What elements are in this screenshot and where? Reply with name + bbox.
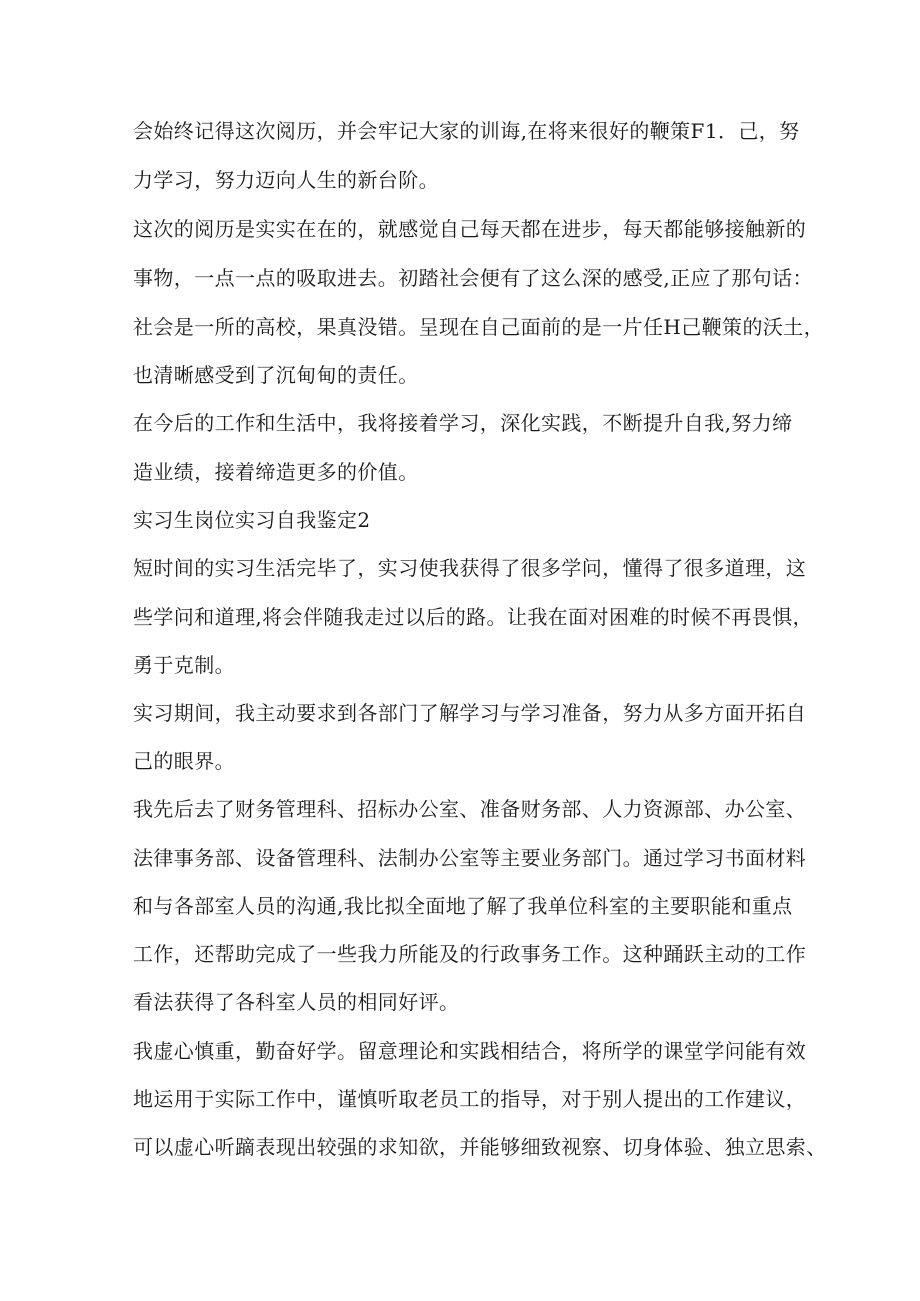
text-line: 地运用于实际工作中，谨慎听取老员工的指导，对于别人提出的工作建议， [133,1087,807,1111]
text-line: 也清晰感受到了沉甸甸的责任。 [133,363,419,387]
text-line: 会始终记得这次阅历，并会牢记大家的训诲,在将来很好的鞭策F1．己，努 [133,119,800,143]
text-line: 勇于克制。 [133,653,235,677]
text-line: 造业绩，接着缔造更多的价值。 [133,460,419,484]
text-line: 这次的阅历是实实在在的，就感觉自己每天都在进步，每天都能够接触新的 [133,217,807,241]
section-heading: 实习生岗位实习自我鉴定2 [133,508,371,532]
text-line: 我先后去了财务管理科、招标办公室、准备财务部、人力资源部、办公室、 [133,797,807,821]
text-line: 和与各部室人员的沟通,我比拟全面地了解了我单位科室的主要职能和重点 [133,894,793,918]
text-line: 法律事务部、设备管理科、法制办公室等主要业务部门。通过学习书面材料 [133,846,807,870]
text-line: 事物，一点一点的吸取进去。初踏社会便有了这么深的感受,正应了那句话： [133,266,813,290]
text-line: 己的眼界。 [133,749,235,773]
text-line: 力学习，努力迈向人生的新台阶。 [133,168,439,192]
text-line: 看法获得了各科室人员的相同好评。 [133,990,460,1014]
text-line: 在今后的工作和生活中，我将接着学习，深化实践，不断提升自我,努力缔 [133,411,793,435]
text-line: 我虚心慎重，勤奋好学。留意理论和实践相结合，将所学的课堂学问能有效 [133,1039,807,1063]
text-line: 社会是一所的高校，果真没错。呈现在自己面前的是一片任H己鞭策的沃土， [133,315,825,339]
text-line: 工作，还帮助完成了一些我力所能及的行政事务工作。这种踊跃主动的工作 [133,942,807,966]
text-line: 短时间的实习生活完毕了，实习使我获得了很多学问，懂得了很多道理，这 [133,556,807,580]
text-line: 实习期间，我主动要求到各部门了解学习与学习准备，努力从多方面开拓自 [133,701,807,725]
text-line: 些学问和道理,将会伴随我走过以后的路。让我在面对困难的时候不再畏惧， [133,605,813,629]
text-line: 可以虚心听蹢表现出较强的求知欲，并能够细致视察、切身体验、独立思索、 [133,1135,827,1159]
